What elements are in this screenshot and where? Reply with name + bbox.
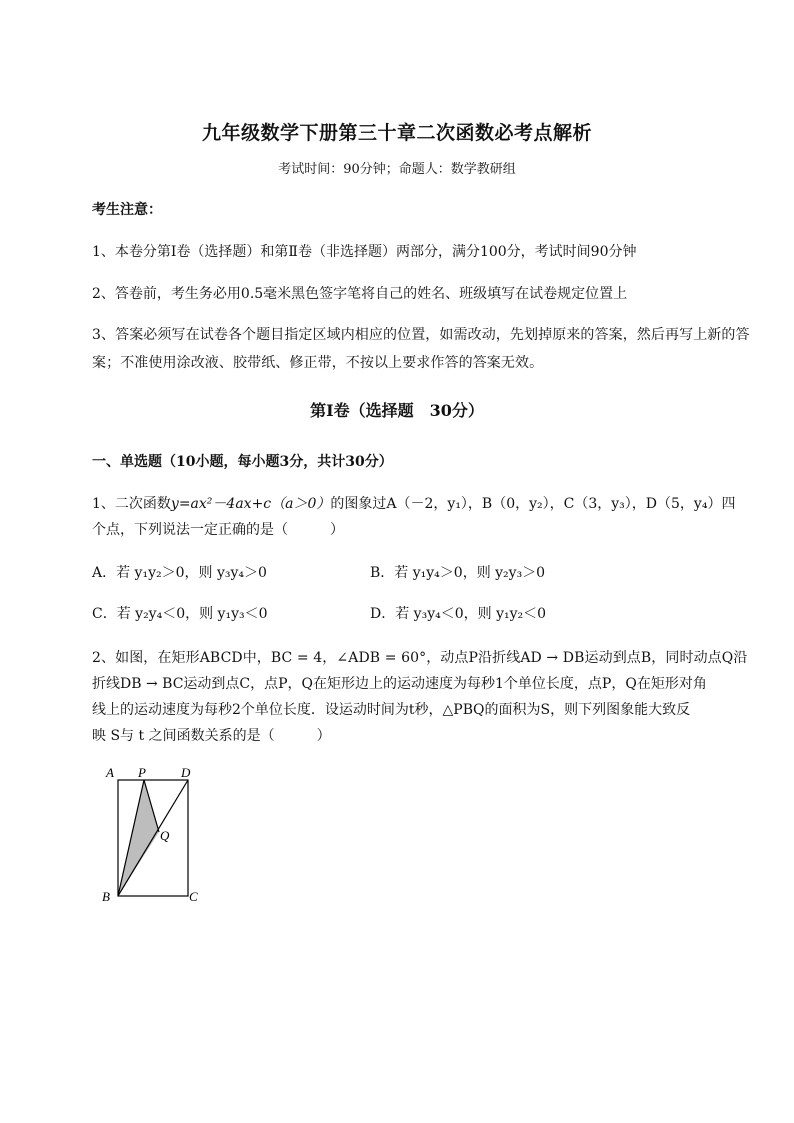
notice-heading: 考生注意： — [92, 202, 162, 218]
diagonal-db — [118, 780, 188, 896]
q2-line4: 映 S与 t 之间函数关系的是（ ） — [92, 728, 331, 744]
q1-stem-line1 — [92, 490, 752, 518]
notice-item-2: 2、答卷前，考生务必用0.5毫米黑色签字笔将自己的姓名、班级填写在试卷规定位置上 — [92, 286, 628, 302]
q1-stem-rest: 的图象过A（－2，y₁），B（0，y₂），C（3，y₃），D（5，y₄）四 — [330, 496, 736, 512]
q1-stem-line2: 个点，下列说法一定正确的是（ ） — [92, 522, 344, 538]
q1-prefix: 1、二次函数 — [92, 496, 171, 512]
label-c: C — [189, 889, 198, 904]
label-p: P — [138, 765, 146, 780]
exam-subtitle: 考试时间：90分钟；命题人：数学教研组 — [278, 162, 516, 177]
label-q: Q — [160, 828, 170, 843]
label-d: D — [181, 765, 191, 780]
q1-option-b: B．若 y₁y₄＞0，则 y₂y₃＞0 — [370, 565, 546, 581]
page-title: 九年级数学下册第三十章二次函数必考点解析 — [201, 122, 592, 144]
q1-option-a: A．若 y₁y₂＞0，则 y₃y₄＞0 — [92, 565, 267, 581]
rectangle-figure — [96, 760, 216, 910]
notice-item-3: 3、答案必须写在试卷各个题目指定区域内相应的位置，如需改动，先划掉原来的答案，然后再写上新的答案；不准使用涂改液、胶带纸、修正带，不按以上要求作答的答案无效。 — [92, 327, 750, 371]
q2-line3: 线上的运动速度为每秒2个单位长度．设运动时间为t秒，△PBQ的面积为S，则下列图象能大致反 — [92, 702, 691, 718]
q1-function: y=ax²－4ax+c（a＞0） — [170, 496, 331, 512]
q2-line1: 2、如图，在矩形ABCD中，BC = 4，∠ADB = 60°，动点P沿折线AD → DB运动到点B，同时动点Q沿 — [92, 650, 748, 666]
section-title: 第I卷（选择题 30分） — [310, 401, 484, 420]
label-a: A — [106, 765, 114, 780]
q2-line2: 折线DB → BC运动到点C，点P，Q在矩形边上的运动速度为每秒1个单位长度，点P，Q在矩形对角 — [92, 676, 707, 692]
q1-option-d: D．若 y₃y₄＜0，则 y₁y₂＜0 — [370, 606, 547, 622]
part-heading: 一、单选题（10小题，每小题3分，共计30分） — [92, 454, 393, 470]
label-b: B — [102, 889, 110, 904]
q1-option-c: C．若 y₂y₄＜0，则 y₁y₃＜0 — [92, 606, 268, 622]
notice-item-1: 1、本卷分第I卷（选择题）和第Ⅱ卷（非选择题）两部分，满分100分，考试时间90分钟 — [92, 244, 637, 260]
